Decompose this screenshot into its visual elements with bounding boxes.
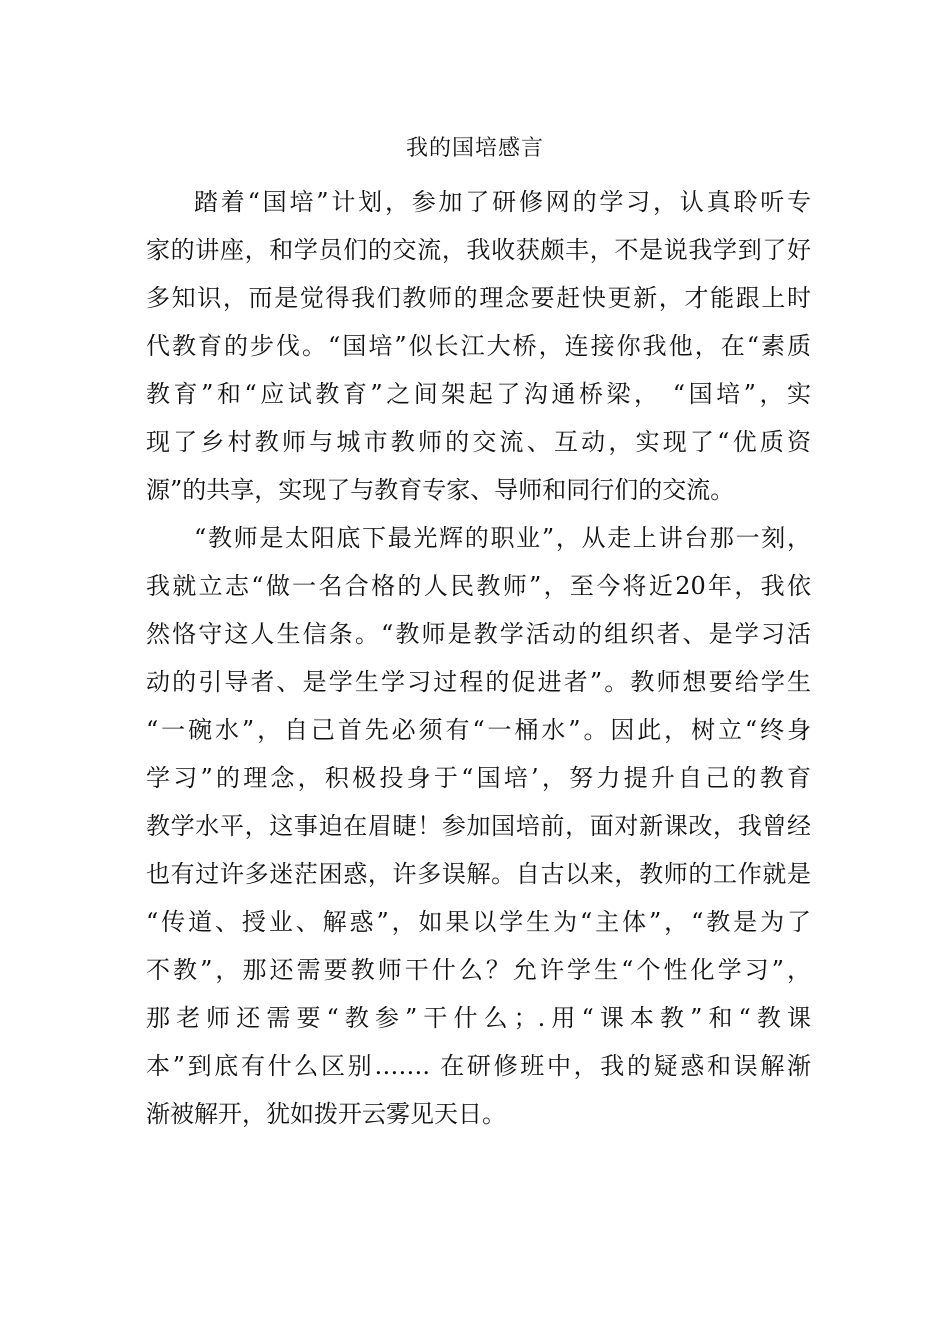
paragraph-2-line-2: 我就立志“做一名合格的人民教师”，至今将近20年，我依 xyxy=(146,572,811,600)
paragraph-2-line-1: “教师是太阳底下最光辉的职业”，从走上讲台那一刻， xyxy=(194,524,811,552)
paragraph-2-line-11: 那老师还需要“教参”干什么；.用“课本教”和“教课 xyxy=(146,1004,811,1032)
paragraph-1-line-1: 踏着“国培”计划，参加了研修网的学习，认真聆听专 xyxy=(194,188,811,216)
paragraph-1-line-6: 现了乡村教师与城市教师的交流、互动，实现了“优质资 xyxy=(146,428,811,456)
paragraph-2-line-13: 渐被解开，犹如拨开云雾见天日。 xyxy=(146,1100,506,1128)
paragraph-2-line-9: “传道、授业、解惑”，如果以学生为“主体”，“教是为了 xyxy=(146,908,811,936)
paragraph-2-line-5: “一碗水”，自己首先必须有“一桶水”。因此，树立“终身 xyxy=(146,716,811,744)
paragraph-2-line-6: 学习”的理念，积极投身于“国培’，努力提升自己的教育 xyxy=(146,764,811,792)
paragraph-2-line-4: 动的引导者、是学生学习过程的促进者”。教师想要给学生 xyxy=(146,668,811,696)
paragraph-2-line-7: 教学水平，这事迫在眉睫！参加国培前，面对新课改，我曾经 xyxy=(146,812,811,840)
paragraph-2-line-8: 也有过许多迷茫困惑，许多误解。自古以来，教师的工作就是 xyxy=(146,860,811,888)
paragraph-1-line-5: 教育”和“应试教育”之间架起了沟通桥梁， “国培”，实 xyxy=(146,380,811,408)
paragraph-2-line-12: 本”到底有什么区别……. 在研修班中，我的疑惑和误解渐 xyxy=(146,1052,811,1080)
document-title: 我的国培感言 xyxy=(405,136,544,161)
paragraph-2-line-3: 然恪守这人生信条。“教师是教学活动的组织者、是学习活 xyxy=(146,620,811,648)
paragraph-2-line-10: 不教”，那还需要教师干什么？允许学生“个性化学习”， xyxy=(146,956,811,984)
paragraph-1-line-2: 家的讲座，和学员们的交流，我收获颇丰，不是说我学到了好 xyxy=(146,236,811,264)
paragraph-1-line-4: 代教育的步伐。“国培”似长江大桥，连接你我他，在“素质 xyxy=(146,332,811,360)
paragraph-1-line-7: 源”的共享，实现了与教育专家、导师和同行们的交流。 xyxy=(146,476,735,504)
document-body xyxy=(146,178,811,1138)
paragraph-1-line-3: 多知识，而是觉得我们教师的理念要赶快更新，才能跟上时 xyxy=(146,284,811,312)
